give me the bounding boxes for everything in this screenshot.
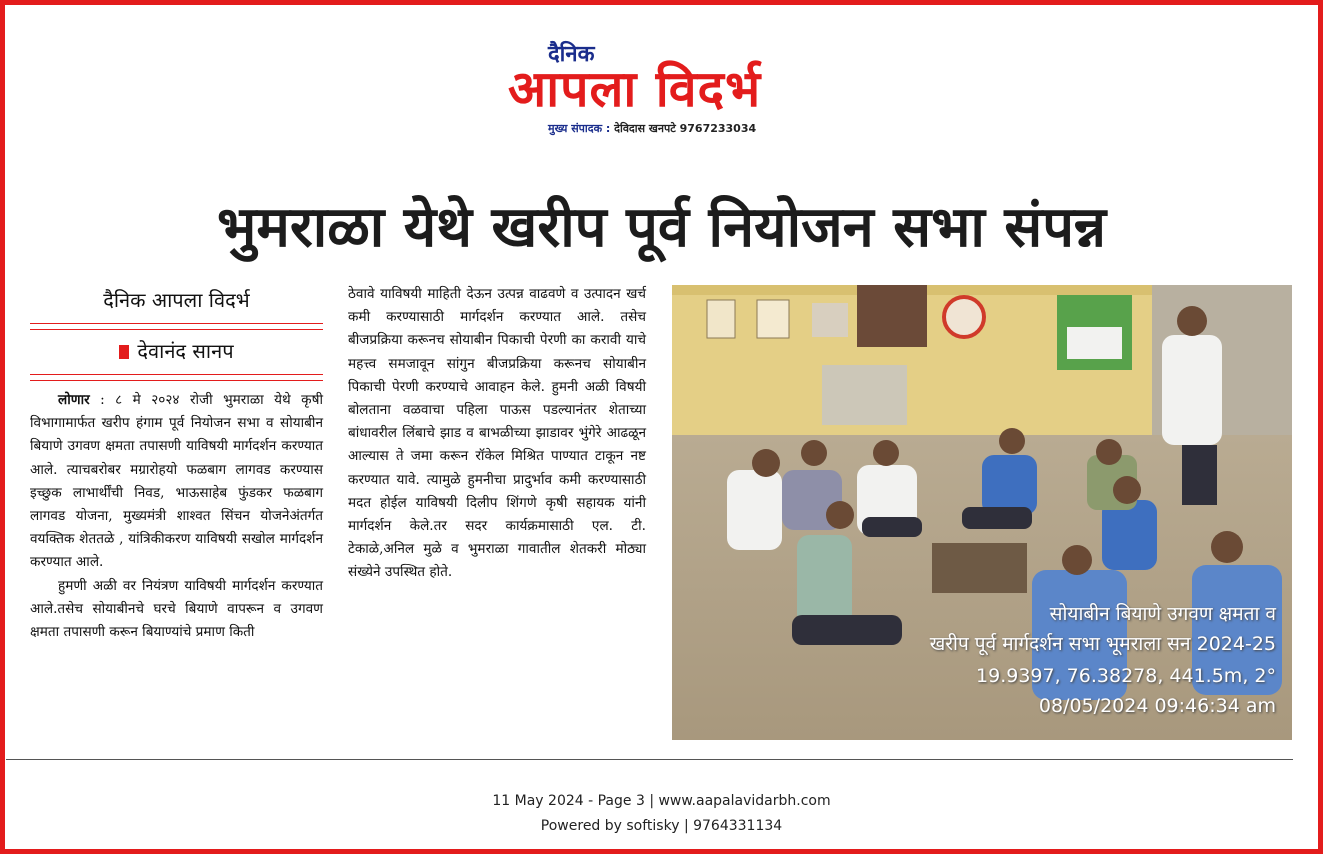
article-column-middle [348, 283, 646, 585]
byline-divider [30, 323, 323, 330]
headline: भुमराळा येथे खरीप पूर्व नियोजन सभा संपन्न [216, 195, 1107, 260]
footer-date-page: 11 May 2024 - Page 3 | www.aapalavidarbh.com [492, 793, 831, 809]
footer-divider [6, 759, 1293, 760]
editor-label: मुख्य संपादक : [548, 122, 611, 135]
article-text-left [30, 389, 323, 644]
masthead [500, 40, 830, 140]
byline-author: देवानंद सानप [137, 339, 234, 363]
photo-coordinates: 19.9397, 76.38278, 441.5m, 2° [976, 665, 1276, 687]
article-paragraph-2: हुमणी अळी वर नियंत्रण याविषयी मार्गदर्शन करण्यात आले.तसेच सोयाबीनचे घरचे बियाणे वापरून व उगवण क्षमता तपासणी करून बियाण्यांचे प्रमाण किती [30, 577, 323, 641]
footer-powered-by: Powered by softisky | 9764331134 [540, 818, 783, 834]
article-column-left [30, 283, 323, 644]
masthead-title: आपला विदर्भ [508, 60, 762, 118]
editor-name: देविदास खनपटे 9767233034 [614, 122, 757, 135]
byline-paper: दैनिक आपला विदर्भ [103, 288, 250, 312]
masthead-daily-label: दैनिक [548, 42, 595, 67]
bullet-icon [119, 345, 129, 359]
byline-divider-bottom [30, 374, 323, 381]
photo-caption-line-1: सोयाबीन बियाणे उगवण क्षमता व [1049, 603, 1276, 625]
article-photo [672, 285, 1292, 740]
photo-overlay [676, 599, 1276, 721]
masthead-editor-line [548, 122, 756, 136]
byline-author-row [30, 336, 323, 366]
article-paragraph-1: लोणार : ८ मे २०२४ रोजी भुमराळा येथे कृषी विभागामार्फत खरीप हंगाम पूर्व नियोजन सभा व सोयाबीन बियाणे उगवण क्षमता तपासणी याविषयी मार्गदर्शन करण्यात आले. त्याचबरोबर मग्रारोहयो फळबाग लागवड करण्यास इच्छुक लाभार्थींची निवड, भाऊसाहेब फुंडकर फळबाग लागवड योजना, मुख्यमंत्री शाश्वत सिंचन योजनेअंतर्गत वयक्तिक शेततळे , यांत्रिकीकरण याविषयी सखोल मार्गदर्शन करण्यात आले. [30, 392, 323, 571]
photo-datetime: 08/05/2024 09:46:34 am [1038, 695, 1276, 717]
article-place-name: लोणार [58, 392, 90, 408]
article-text-middle [348, 283, 646, 585]
article-paragraph-3: ठेवावे याविषयी माहिती देऊन उत्पन्न वाढवणे व उत्पादन खर्च कमी करण्यासाठी मार्गदर्शन करण्यात आले. तसेच बीजप्रक्रिया करूनच सोयाबीन पिकाची पेरणी का करावी याचे महत्त्व समजावून सांगुन बीजप्रक्रिया करूनच सोयाबीन पिकाची पेरणी करण्याचे आवाहन केले. हुमनी अळी विषयी बोलताना वळवाचा पहिला पाऊस पडल्यानंतर शेताच्या बांधावरील लिंबाचे झाड व बाभळीच्या झाडावर भुंगेरे आढळून आल्यास ते जमा करून रॉकेल मिश्रित पाण्यात टाकून नष्ट करण्यात यावे. त्यामुळे हुमनीचा प्रादुर्भाव कमी करण्यासाठी मदत होईल याविषयी दिलीप शिंगणे कृषी सहायक यांनी मार्गदर्शन केले.तर सदर कार्यक्रमासाठी एल. टी. टेकाळे,अनिल मुळे व भुमराळा गावातील शेतकरी मोठ्या संख्येने उपस्थित होते. [348, 286, 646, 581]
photo-caption-line-2: खरीप पूर्व मार्गदर्शन सभा भूमराला सन 2024-25 [929, 633, 1276, 655]
